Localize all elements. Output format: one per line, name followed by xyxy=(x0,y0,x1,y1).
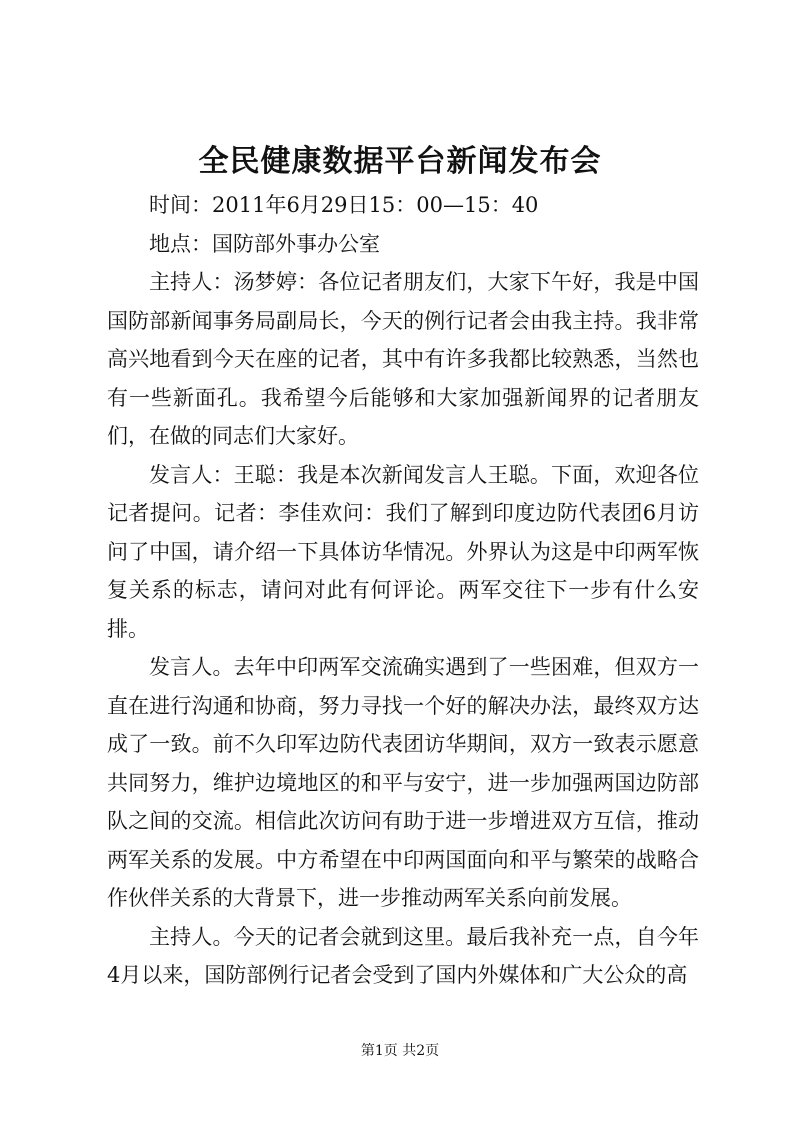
page-number: 第1页 共2页 xyxy=(360,1043,440,1059)
document-body xyxy=(107,186,699,995)
paragraph-location: 地点：国防部外事办公室 xyxy=(149,231,380,256)
paragraph-time: 时间：2011年6月29日15：00—15：40 xyxy=(149,193,539,217)
paragraph-spokesperson-answer: 发言人。去年中印两军交流确实遇到了一些困难，但双方一直在进行沟通和协商，努力寻找一个好的解决办法，最终双方达成了一致。前不久印军边防代表团访华期间，双方一致表示愿意共同努力，维护边境地区的和平与安宁，进一步加强两国边防部队之间的交流。相信此次访问有助于进一步增进双方互信，推动两军关系的发展。中方希望在中印两国面向和平与繁荣的战略合作伙伴关系的大背景下，进一步推动两军关系向前发展。 xyxy=(107,655,699,910)
paragraph-host-closing: 主持人。今天的记者会就到这里。最后我补充一点，自今年4月以来，国防部例行记者会受到了国内外媒体和广大公众的高 xyxy=(107,924,699,987)
document-title: 全民健康数据平台新闻发布会 xyxy=(198,144,602,179)
paragraph-host-opening: 主持人：汤梦婷：各位记者朋友们，大家下午好，我是中国国防部新闻事务局副局长，今天的例行记者会由我主持。我非常高兴地看到今天在座的记者，其中有许多我都比较熟悉，当然也有一些新面孔。我希望今后能够和大家加强新闻界的记者朋友们，在做的同志们大家好。 xyxy=(107,270,699,448)
paragraph-spokesperson-question: 发言人：王聪：我是本次新闻发言人王聪。下面，欢迎各位记者提问。记者：李佳欢问：我们了解到印度边防代表团6月访问了中国，请介绍一下具体访华情况。外界认为这是中印两军恢复关系的标志，请问对此有何评论。两军交往下一步有什么安排。 xyxy=(107,462,699,641)
